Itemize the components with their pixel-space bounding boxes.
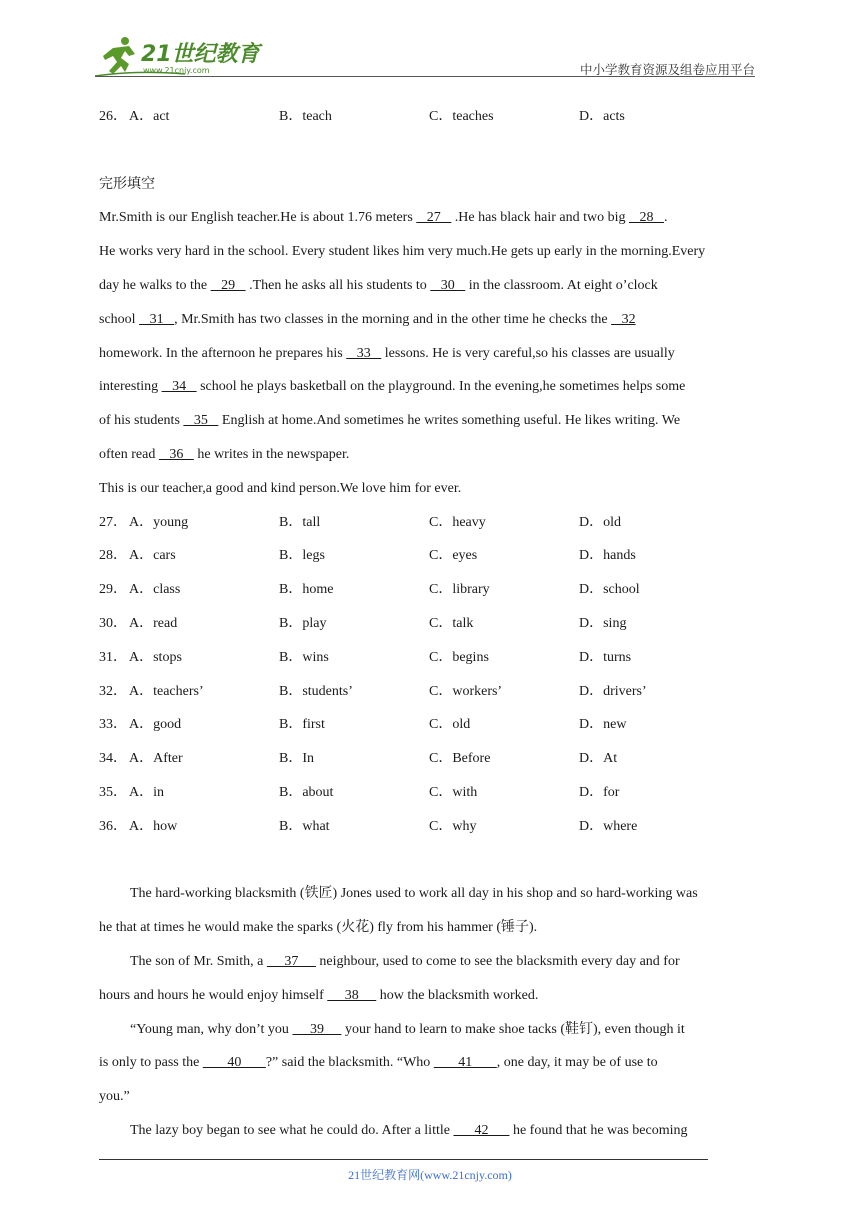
text-run: , Mr.Smith has two classes in the morning and in the other time he checks the <box>174 311 612 327</box>
text-run: hours and hours he would enjoy himself <box>99 987 328 1003</box>
blank-33: 33 <box>346 345 382 361</box>
option-d: D．hands <box>579 548 636 564</box>
text-run: he writes in the newspaper. <box>193 446 350 462</box>
text-run: .He has black hair and two big <box>451 210 629 226</box>
header-divider <box>95 76 755 77</box>
option-a: A．After <box>129 751 183 767</box>
option-d: D．At <box>579 751 618 767</box>
text-run: . <box>663 210 668 226</box>
passage-line <box>99 370 761 404</box>
passage-line: The hard-working blacksmith (铁匠) Jones used to work all day in his shop and so hard-working was <box>130 886 698 902</box>
question-number: 30． <box>99 615 127 631</box>
blank-40: 40 <box>202 1055 266 1071</box>
question-options <box>99 675 761 709</box>
option-b: B．home <box>279 582 334 598</box>
question-number: 33． <box>99 717 127 733</box>
question-number: 32． <box>99 683 127 699</box>
option-c: C．old <box>429 717 471 733</box>
option-a: A．act <box>129 109 170 124</box>
text-run: day he walks to the <box>99 277 211 293</box>
passage-line: he that at times he would make the sparks (火花) fly from his hammer (锤子). <box>99 920 538 936</box>
text-run: of his students <box>99 413 184 429</box>
cloze-passage-2 <box>99 877 761 1147</box>
text-run: Mr.Smith is our English teacher.He is about 1.76 meters <box>99 210 417 226</box>
option-b: B．wins <box>279 649 329 665</box>
option-d: D．sing <box>579 615 627 631</box>
option-d: D．new <box>579 717 627 733</box>
blank-42: 42 <box>453 1122 510 1138</box>
passage-line <box>99 438 761 472</box>
text-run: homework. In the afternoon he prepares his <box>99 345 347 361</box>
blank-36: 36 <box>158 446 194 462</box>
svg-text:21世纪教育: 21世纪教育 <box>141 42 260 67</box>
option-a: A．in <box>129 784 164 800</box>
question-options <box>99 708 761 742</box>
blank-35: 35 <box>183 413 219 429</box>
option-c: C．why <box>429 818 477 834</box>
option-c: C．teaches <box>429 109 494 124</box>
option-c: C．eyes <box>429 548 478 564</box>
21cnjy-logo <box>95 34 265 78</box>
option-a: A．stops <box>129 649 182 665</box>
passage-line <box>99 945 761 979</box>
option-b: B．what <box>279 818 330 834</box>
blank-34: 34 <box>161 379 197 395</box>
passage-line <box>99 201 761 235</box>
blank-28: 28 <box>628 210 664 226</box>
worksheet-content <box>99 100 761 1148</box>
option-d: D．school <box>579 582 640 598</box>
blank-38: 38 <box>327 987 377 1003</box>
option-c: C．talk <box>429 615 474 631</box>
option-c: C．with <box>429 784 478 800</box>
question-options <box>99 539 761 573</box>
text-run: neighbour, used to come to see the blacksmith every day and for <box>315 953 680 969</box>
option-a: A．good <box>129 717 182 733</box>
option-a: A．cars <box>129 548 176 564</box>
text-run: your hand to learn to make shoe tacks (鞋钉), even though it <box>341 1021 685 1037</box>
question-options <box>99 573 761 607</box>
question-26-options <box>99 100 761 134</box>
option-a: A．young <box>129 514 189 530</box>
option-a: A．how <box>129 818 178 834</box>
option-d: D．old <box>579 514 621 530</box>
option-b: B．teach <box>279 109 332 124</box>
option-d: D．where <box>579 818 638 834</box>
passage-line <box>99 404 761 438</box>
page-header <box>95 34 755 78</box>
blank-39: 39 <box>292 1021 342 1037</box>
section-title: 完形填空 <box>99 176 155 192</box>
option-a: A．class <box>129 582 181 598</box>
text-run: The lazy boy began to see what he could do. After a little <box>130 1122 454 1138</box>
text-run: “Young man, why don’t you <box>130 1021 293 1037</box>
options-list <box>99 506 761 844</box>
blank-32: 32 <box>611 311 636 327</box>
question-options <box>99 776 761 810</box>
option-a: A．teachers’ <box>129 683 204 699</box>
blank-37: 37 <box>266 953 316 969</box>
blank-27: 27 <box>416 210 452 226</box>
option-b: B．legs <box>279 548 325 564</box>
passage-line <box>99 303 761 337</box>
text-run: how the blacksmith worked. <box>376 987 539 1003</box>
passage-line: you.” <box>99 1089 130 1105</box>
question-options <box>99 506 761 540</box>
text-run: , one day, it may be of use to <box>496 1055 658 1071</box>
option-b: B．students’ <box>279 683 353 699</box>
text-run: ?” said the blacksmith. “Who <box>265 1055 434 1071</box>
option-a: A．read <box>129 615 178 631</box>
text-run: The son of Mr. Smith, a <box>130 953 267 969</box>
question-number: 35． <box>99 784 127 800</box>
text-run: he found that he was becoming <box>509 1122 688 1138</box>
cloze-passage-1 <box>99 201 761 505</box>
passage-line: This is our teacher,a good and kind person.We love him for ever. <box>99 480 462 496</box>
text-run: in the classroom. At eight o’clock <box>465 277 658 293</box>
question-number: 29． <box>99 582 127 598</box>
question-number: 31． <box>99 649 127 665</box>
question-number: 28． <box>99 548 127 564</box>
question-options <box>99 810 761 844</box>
option-b: B．In <box>279 751 314 767</box>
text-run: often read <box>99 446 159 462</box>
question-number: 27． <box>99 514 127 530</box>
option-b: B．tall <box>279 514 321 530</box>
option-c: C．heavy <box>429 514 486 530</box>
question-number: 26． <box>99 109 127 124</box>
option-d: D．turns <box>579 649 632 665</box>
blank-29: 29 <box>210 277 246 293</box>
text-run: is only to pass the <box>99 1055 203 1071</box>
option-b: B．first <box>279 717 325 733</box>
svg-text:www.21cnjy.com: www.21cnjy.com <box>143 66 210 75</box>
text-run: school <box>99 311 140 327</box>
option-d: D．acts <box>579 109 625 124</box>
question-options <box>99 607 761 641</box>
option-d: D．drivers’ <box>579 683 647 699</box>
text-run: English at home.And sometimes he writes something useful. He likes writing. We <box>218 413 681 429</box>
spacer <box>99 844 761 878</box>
spacer <box>99 134 761 168</box>
passage-line <box>99 979 761 1013</box>
blank-30: 30 <box>430 277 466 293</box>
passage-line <box>99 1013 761 1047</box>
option-c: C．library <box>429 582 490 598</box>
question-number: 36． <box>99 818 127 834</box>
text-run: lessons. He is very careful,so his classes are usually <box>381 345 675 361</box>
passage-line <box>99 1114 761 1148</box>
passage-line <box>99 337 761 371</box>
footer-link[interactable]: 21世纪教育网(www.21cnjy.com) <box>348 1168 512 1182</box>
passage-line <box>99 269 761 303</box>
option-c: C．workers’ <box>429 683 503 699</box>
text-run: interesting <box>99 379 162 395</box>
passage-line <box>99 1046 761 1080</box>
text-run: school he plays basketball on the playground. In the evening,he sometimes helps some <box>196 379 686 395</box>
blank-41: 41 <box>433 1055 497 1071</box>
header-platform-title: 中小学教育资源及组卷应用平台 <box>579 63 755 77</box>
option-c: C．Before <box>429 751 491 767</box>
option-b: B．about <box>279 784 334 800</box>
passage-line: He works very hard in the school. Every student likes him very much.He gets up early in the morning.Every <box>99 244 706 260</box>
option-b: B．play <box>279 615 327 631</box>
option-d: D．for <box>579 784 620 800</box>
text-run: .Then he asks all his students to <box>245 277 431 293</box>
option-c: C．begins <box>429 649 489 665</box>
question-number: 34． <box>99 751 127 767</box>
question-options <box>99 742 761 776</box>
footer-divider <box>99 1159 708 1160</box>
blank-31: 31 <box>139 311 175 327</box>
question-options <box>99 641 761 675</box>
